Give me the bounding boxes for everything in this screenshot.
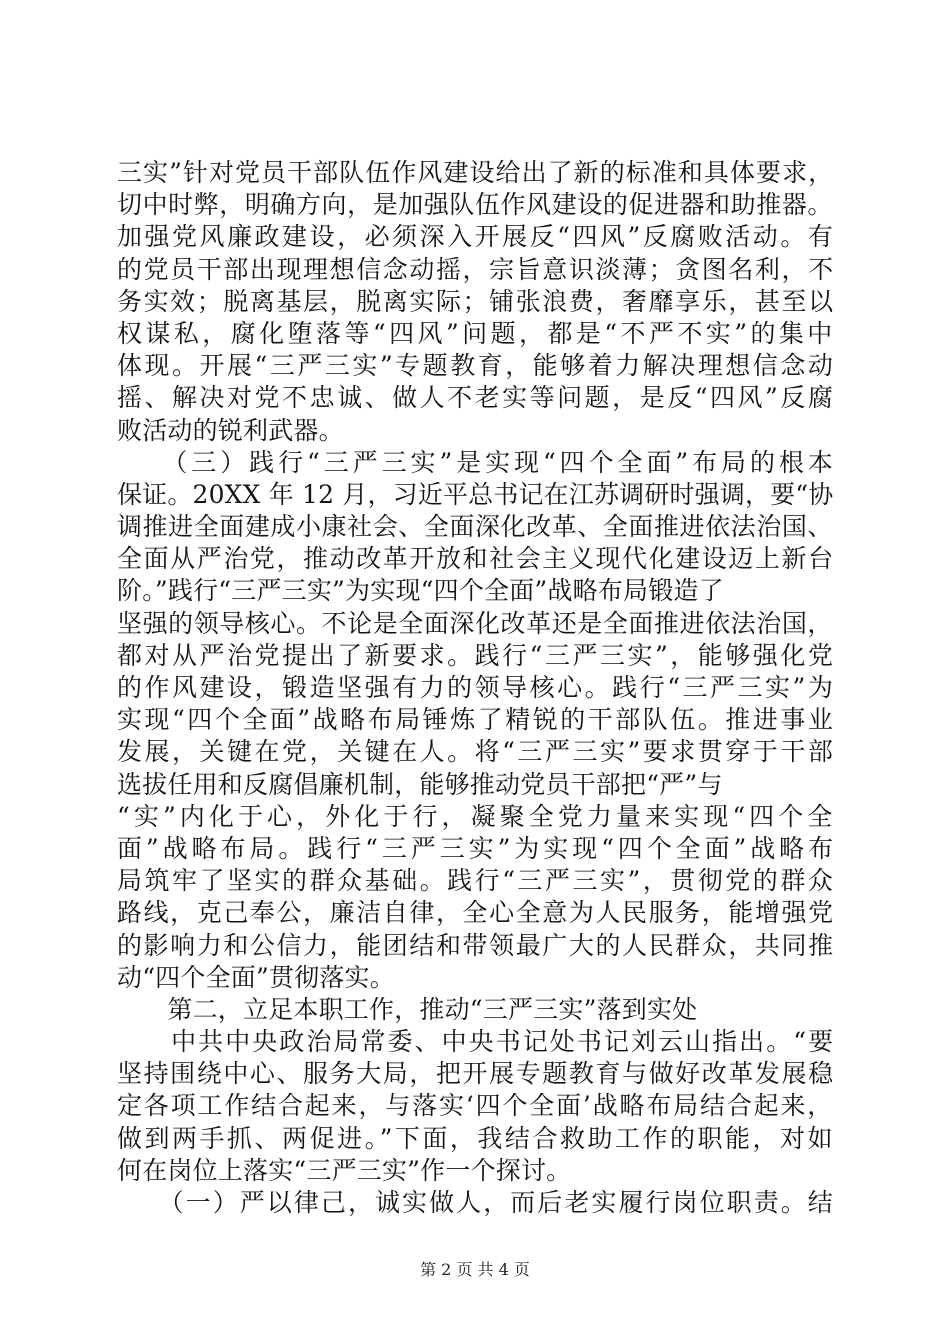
text-line: 的党员干部出现理想信念动摇，宗旨意识淡薄；贪图名利，不 [117, 254, 835, 284]
text-line: （三）践行“三严三实”是实现“四个全面”布局的根本 [117, 447, 837, 477]
text-line: 的影响力和公信力，能团结和带领最广大的人民群众，共同推 [117, 930, 835, 960]
text-line: 切中时弊，明确方向，是加强队伍作风建设的促进器和助推器。 [117, 190, 833, 220]
text-line: 第二，立足本职工作，推动“三严三实”落到实处 [117, 994, 698, 1024]
text-line: 的作风建设，锻造坚强有力的领导核心。践行“三严三实”为 [117, 673, 836, 702]
text-line: 坚持围绕中心、服务大局，把开展专题教育与做好改革发展稳 [117, 1059, 835, 1089]
text-line: 败活动的锐利武器。 [117, 415, 344, 445]
text-line: 权谋私，腐化堕落等“四风”问题，都是“不严不实”的集中 [117, 318, 836, 348]
text-line: 务实效；脱离基层，脱离实际；铺张浪费，奢靡享乐，甚至以 [117, 286, 835, 316]
text-line: 保证。20XX 年 12 月，习近平总书记在江苏调研时强调，要“协 [117, 479, 834, 509]
text-line: 调推进全面建成小康社会、全面深化改革、全面推进依法治国、 [117, 512, 833, 542]
document-body [117, 157, 837, 1219]
page-footer: 第 2 页 共 4 页 [420, 1260, 530, 1279]
text-line: 摇、解决对党不忠诚、做人不老实等问题，是反“四风”反腐 [117, 383, 836, 413]
text-line: （一）严以律己，诚实做人，而后老实履行岗位职责。结 [117, 1188, 835, 1217]
text-line: 面”战略布局。践行“三严三实”为实现“四个全面”战略布 [117, 833, 838, 863]
text-line: 选拔任用和反腐倡廉机制，能够推动党员干部把“严”与 [117, 769, 723, 799]
text-line: 局筑牢了坚实的群众基础。践行“三严三实”，贯彻党的群众 [117, 866, 836, 896]
text-line: 中共中央政治局常委、中央书记处书记刘云山指出。“要 [117, 1027, 836, 1057]
text-line: 做到两手抓、两促进。”下面，我结合救助工作的职能，对如 [117, 1123, 836, 1153]
text-line: 全面从严治党，推动改革开放和社会主义现代化建设迈上新台 [117, 544, 835, 574]
text-line: 阶。”践行“三严三实”为实现“四个全面”战略布局锻造了 [117, 576, 724, 606]
text-line: 路线，克己奉公，廉洁自律，全心全意为人民服务，能增强党 [117, 898, 835, 928]
text-line: 定各项工作结合起来，与落实‘四个全面’战略布局结合起来， [117, 1091, 835, 1121]
text-line: 加强党风廉政建设，必须深入开展反“四风”反腐败活动。有 [117, 222, 836, 252]
text-line: 动“四个全面”贯彻落实。 [117, 962, 395, 992]
text-line: 体现。开展“三严三实”专题教育，能够着力解决理想信念动 [117, 351, 836, 381]
text-line: “实”内化于心，外化于行，凝聚全党力量来实现“四个全 [117, 801, 837, 831]
text-line: 坚强的领导核心。不论是全面深化改革还是全面推进依法治国， [117, 608, 833, 638]
text-line: 何在岗位上落实“三严三实”作一个探讨。 [117, 1155, 572, 1185]
text-line: 实现“四个全面”战略布局锤炼了精锐的干部队伍。推进事业 [117, 705, 836, 735]
text-line: 发展，关键在党，关键在人。将“三严三实”要求贯穿于干部 [117, 737, 836, 767]
text-line: 都对从严治党提出了新要求。践行“三严三实”，能够强化党 [117, 640, 836, 670]
text-line: 三实”针对党员干部队伍作风建设给出了新的标准和具体要求， [117, 158, 835, 187]
